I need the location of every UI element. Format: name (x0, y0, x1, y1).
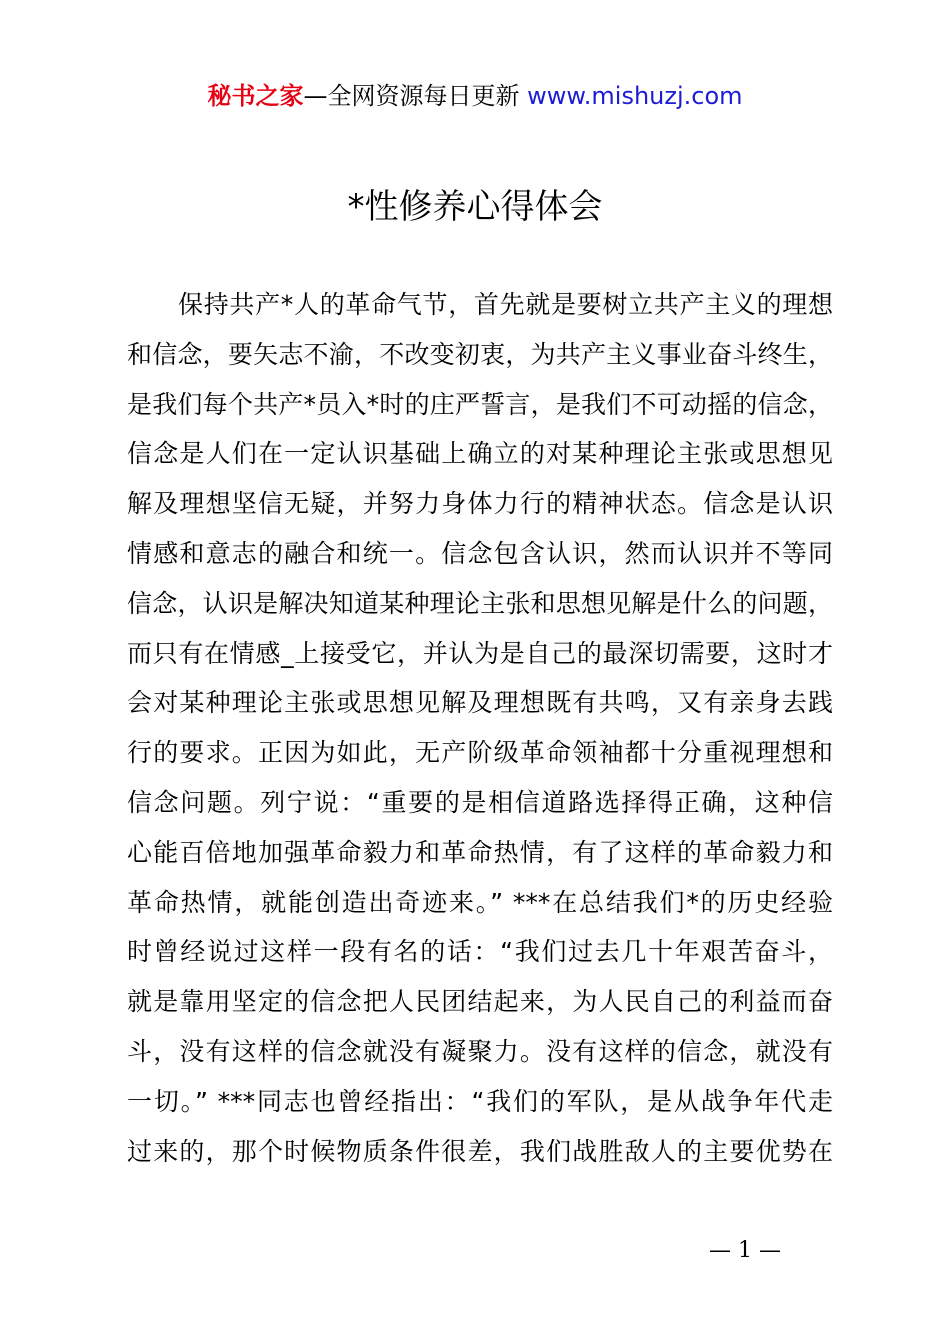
body-line: 就是靠用坚定的信念把人民团结起来，为人民自己的利益而奋 (127, 987, 833, 1017)
body-line: 信念，认识是解决知道某种理论主张和思想见解是什么的问题， (127, 588, 833, 618)
body-line: 斗，没有这样的信念就没有凝聚力。没有这样的信念，就没有 (127, 1036, 833, 1066)
site-brand: 秘书之家 (207, 82, 304, 110)
body-line: 情感和意志的融合和统一。信念包含认识，然而认识并不等同 (127, 538, 833, 568)
body-line: 一切。” ***同志也曾经指出：“我们的军队，是从战争年代走 (127, 1086, 833, 1116)
body-line: 保持共产*人的革命气节，首先就是要树立共产主义的理想 (178, 290, 833, 319)
document-title: *性修养心得体会 (347, 187, 603, 227)
body-line: 解及理想坚信无疑，并努力身体力行的精神状态。信念是认识 (127, 489, 833, 519)
body-line: 心能百倍地加强革命毅力和革命热情，有了这样的革命毅力和 (127, 837, 833, 867)
body-line: 时曾经说过这样一段有名的话：“我们过去几十年艰苦奋斗， (127, 937, 833, 967)
body-line: 会对某种理论主张或思想见解及理想既有共鸣，又有亲身去践 (127, 688, 833, 718)
document-body (127, 280, 833, 1176)
body-line: 行的要求。正因为如此，无产阶级革命领袖都十分重视理想和 (127, 738, 833, 768)
body-line: 过来的，那个时候物质条件很差，我们战胜敌人的主要优势在 (127, 1136, 833, 1166)
body-line: 信念是人们在一定认识基础上确立的对某种理论主张或思想见 (127, 439, 833, 469)
page-number: — 1 — (709, 1238, 781, 1263)
site-header (0, 78, 950, 114)
body-line: 而只有在情感_上接受它，并认为是自己的最深切需要，这时才 (127, 638, 833, 668)
body-line: 信念问题。列宁说：“重要的是相信道路选择得正确，这种信 (127, 787, 833, 817)
body-line: 和信念，要矢志不渝，不改变初衷，为共产主义事业奋斗终生， (127, 339, 833, 369)
site-tagline: —全网资源每日更新 (303, 82, 528, 110)
body-line: 是我们每个共产*员入*时的庄严誓言，是我们不可动摇的信念， (127, 389, 833, 419)
body-line: 革命热情，就能创造出奇迹来。” ***在总结我们*的历史经验 (127, 887, 833, 917)
site-url-link[interactable]: www.mishuzj.com (527, 82, 743, 110)
